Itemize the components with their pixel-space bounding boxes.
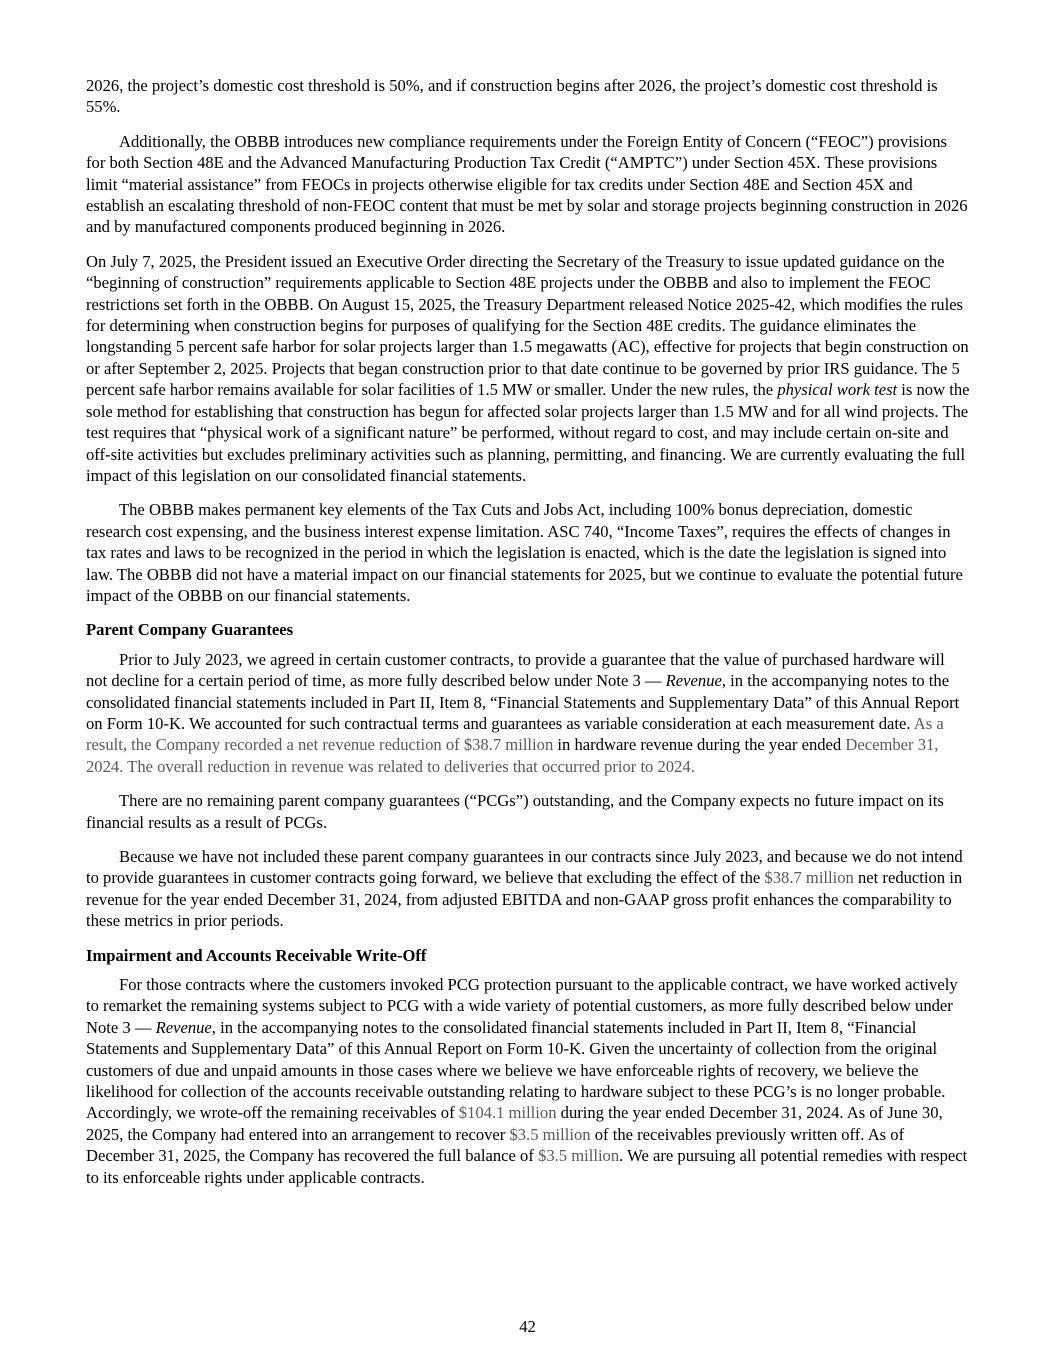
text-segment: net reduction in revenue for the year ended December 31, 2024, from adjusted EBITDA and non-GAAP gross profit enhances the comparability to these metrics in prior periods.: [86, 868, 963, 931]
page-number: 42: [519, 1317, 536, 1336]
text-segment: , in the accompanying notes to the consolidated financial statements included in Part II, Item 8, “Financial Statements and Supplementary Data” of this Annual Report on Form 10-K. Given the uncertainty of collection from the original customers of due and unpaid amounts in those cases where we believe we have enforceable rights of recovery, we believe the likelihood for collection of the accounts receivable outstanding relating to hardware subject to these PCG’s is no longer probable. Accordingly, we wrote-off the remaining receivables of: [86, 1017, 946, 1123]
paragraph: [86, 75, 970, 118]
paragraph: [86, 131, 970, 238]
paragraph: [86, 790, 970, 833]
paragraph: [86, 974, 970, 1188]
text-segment: The OBBB makes permanent key elements of the Tax Cuts and Jobs Act, including 100% bonus depreciation, domestic research cost expensing, and the business interest expense limitation. ASC 740, “Income Taxes”, requires the effects of changes in tax rates and laws to be recognized in the period in which the legislation is enacted, which is the date the legislation is signed into law. The OBBB did not have a material impact on our financial statements for 2025, but we continue to evaluate the potential future impact of the OBBB on our financial statements.: [86, 500, 963, 605]
text-segment: For those contracts where the customers invoked PCG protection pursuant to the applicable contract, we have worked actively to remarket the remaining systems subject to PCG with a wide variety of potential customers, as more fully described below under Note 3 —: [86, 975, 958, 1037]
text-segment: physical work test: [777, 380, 898, 400]
section-heading: [86, 945, 970, 966]
text-segment: $3.5 million: [538, 1146, 620, 1166]
paragraph: [86, 846, 970, 932]
text-segment: $3.5 million: [509, 1124, 591, 1144]
text-segment: $38.7 million: [764, 868, 854, 888]
paragraph: [86, 251, 970, 486]
text-segment: is now the sole method for establishing that construction has begun for affected solar projects larger than 1.5 MW and for all wind projects. The test requires that “physical work of a significant nature” be performed, without regard to cost, and may include certain on-site and off-site activities but excludes preliminary activities such as planning, permitting, and financing. We are currently evaluating the full impact of this legislation on our consolidated financial statements.: [86, 380, 970, 485]
text-segment: Prior to July 2023, we agreed in certain customer contracts, to provide a guarantee that the value of purchased hardware will not decline for a certain period of time, as more fully described below under Note 3 —: [86, 649, 945, 691]
text-segment: Revenue: [665, 671, 722, 691]
text-segment: Impairment and Accounts Receivable Write-Off: [86, 945, 427, 965]
paragraph: [86, 499, 970, 606]
text-segment: As a result, the Company recorded a net revenue reduction of $38.7 million: [86, 713, 944, 755]
text-segment: Parent Company Guarantees: [86, 620, 294, 640]
text-segment: December 31, 2024. The overall reduction in revenue was related to deliveries that occurred prior to 2024.: [86, 735, 939, 776]
text-segment: Additionally, the OBBB introduces new compliance requirements under the Foreign Entity of Concern (“FEOC”) provisions for both Section 48E and the Advanced Manufacturing Production Tax Credit (“AMPTC”) under Section 45X. These provisions limit “material assistance” from FEOCs in projects otherwise eligible for tax credits under Section 48E and Section 45X and establish an escalating threshold of non-FEOC content that must be met by solar and storage projects beginning construction in 2026 and by manufactured components produced beginning in 2026.: [86, 131, 968, 237]
text-segment: $104.1 million: [458, 1103, 557, 1123]
text-segment: in hardware revenue during the year ended: [553, 735, 846, 755]
text-segment: There are no remaining parent company guarantees (“PCGs”) outstanding, and the Company expects no future impact on its financial results as a result of PCGs.: [86, 791, 944, 832]
text-segment: Revenue: [155, 1017, 212, 1037]
text-segment: of the receivables previously written off. As of December 31, 2025, the Company has recovered the full balance of: [86, 1124, 905, 1166]
document-content: [86, 75, 970, 1201]
text-segment: On July 7, 2025, the President issued an Executive Order directing the Secretary of the Treasury to issue updated guidance on the “beginning of construction” requirements applicable to Section 48E projects under the OBBB and also to implement the FEOC restrictions set forth in the OBBB. On August 15, 2025, the Treasury Department released Notice 2025-42, which modifies the rules for determining when construction begins for purposes of qualifying for the Section 48E credits. The guidance eliminates the longstanding 5 percent safe harbor for solar projects larger than 1.5 megawatts (AC), effective for projects that begin construction on or after September 2, 2025. Projects that began construction prior to that date continue to be governed by prior IRS guidance. The 5 percent safe harbor remains available for solar facilities of 1.5 MW or smaller. Under the new rules, the: [86, 251, 969, 400]
text-segment: 2026, the project’s domestic cost threshold is 50%, and if construction begins after 2026, the project’s domestic cost threshold is 55%.: [86, 76, 938, 117]
text-segment: , in the accompanying notes to the consolidated financial statements included in Part II, Item 8, “Financial Statements and Supplementary Data” of this Annual Report on Form 10-K. We accounted for such contractual terms and guarantees as variable consideration at each measurement date.: [86, 671, 960, 733]
text-segment: Because we have not included these parent company guarantees in our contracts since July 2023, and because we do not intend to provide guarantees in customer contracts going forward, we believe that excluding the effect of the: [86, 847, 963, 888]
text-segment: during the year ended December 31, 2024. As of June 30, 2025, the Company had entered into an arrangement to recover: [86, 1103, 943, 1144]
text-segment: . We are pursuing all potential remedies with respect to its enforceable rights under applicable contracts.: [86, 1146, 968, 1187]
paragraph: [86, 649, 970, 777]
section-heading: [86, 619, 970, 640]
